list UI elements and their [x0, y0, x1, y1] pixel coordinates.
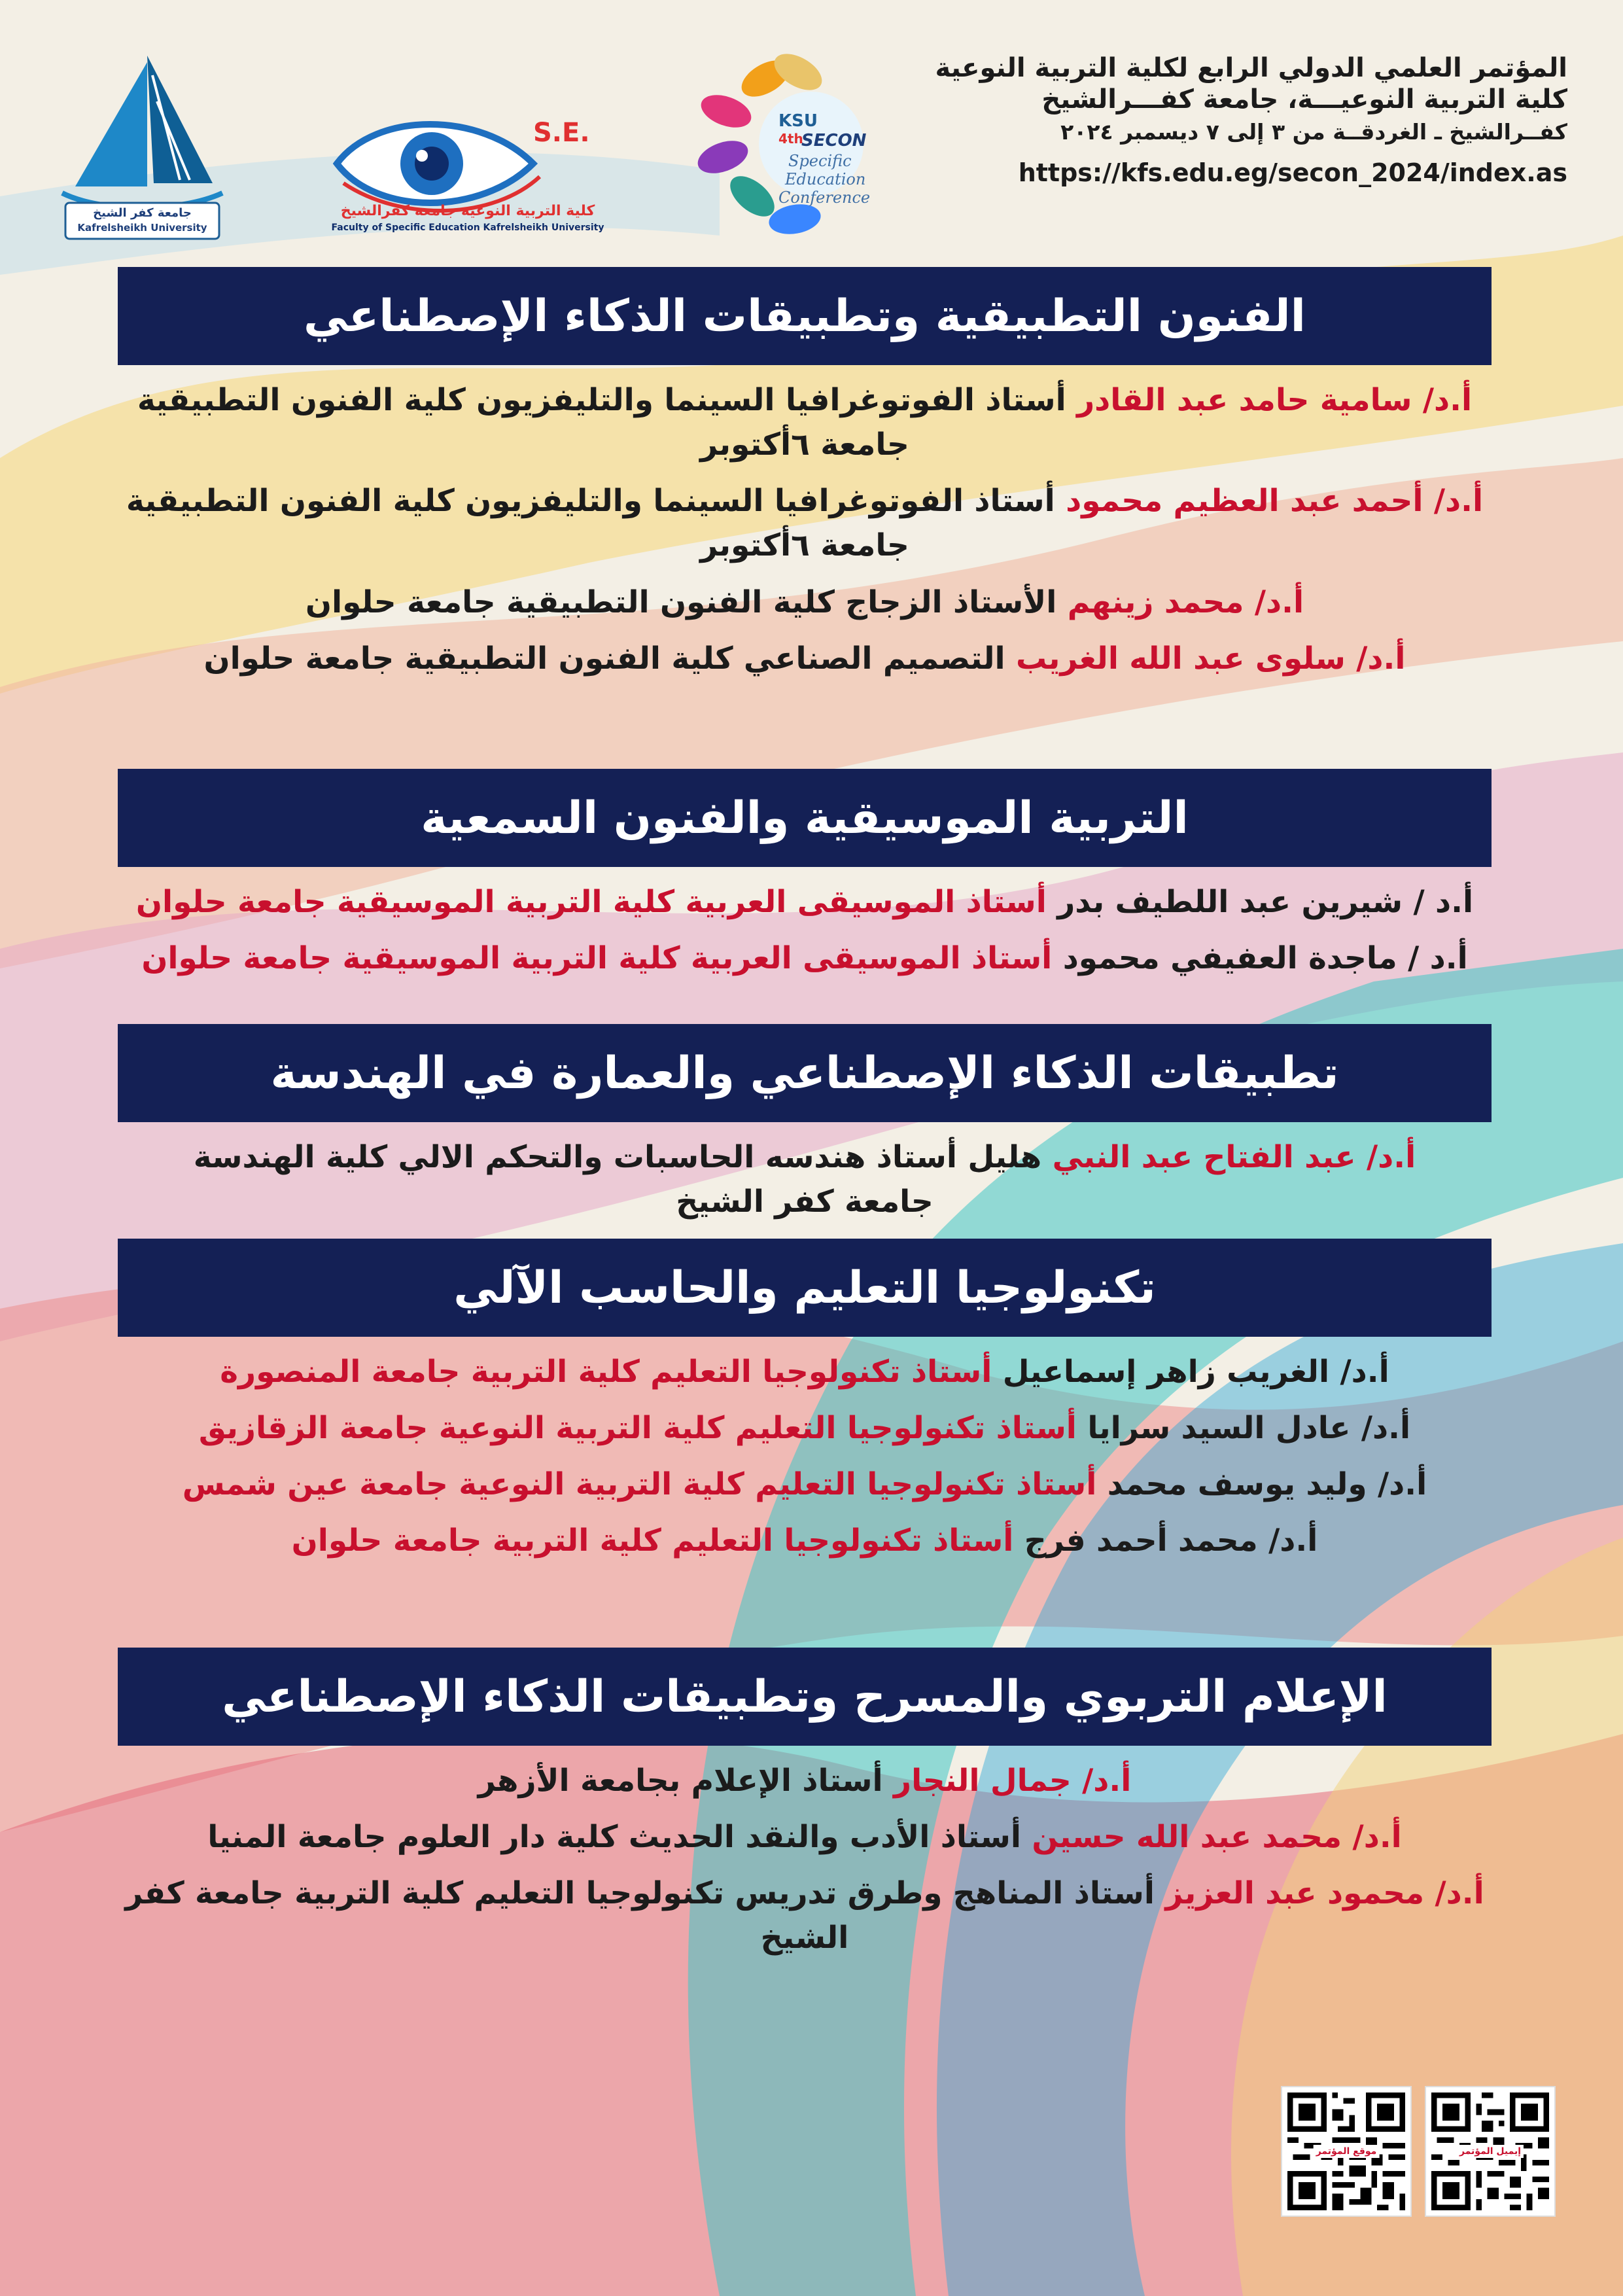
speaker-prefix: أ.د/ [1254, 584, 1304, 620]
speaker-prefix: أ.د/ [1268, 1523, 1318, 1559]
speaker-desc: أستاذ الأدب والنقد الحديث كلية دار العلوم جامعة المنيا [207, 1819, 1021, 1856]
speaker-prefix: أ.د/ [1366, 1139, 1416, 1175]
speaker-list [118, 1759, 1492, 1961]
secon-line1: Specific [788, 152, 852, 170]
speaker-entry [118, 1815, 1492, 1860]
speaker-name: جمال النجار [894, 1763, 1072, 1799]
speaker-entry [118, 1519, 1492, 1563]
speaker-prefix: أ.د / [1408, 940, 1468, 977]
speaker-name: وليد يوسف محمد [1107, 1466, 1367, 1503]
speaker-desc: أستاذ تكنولوجيا التعليم كلية التربية جامعة حلوان [291, 1523, 1014, 1559]
qr-code-conference-site[interactable] [1282, 2087, 1410, 2216]
speaker-entry [118, 479, 1492, 568]
speaker-entry [118, 1759, 1492, 1803]
speaker-prefix: أ.د/ [1082, 1763, 1132, 1799]
speaker-desc: أستاذ المناهج وطرق تدريس تكنولوجيا التعليم كلية التربية جامعة كفر الشيخ [125, 1875, 1155, 1956]
speaker-prefix: أ.د/ [1352, 1819, 1402, 1856]
speaker-entry [118, 580, 1492, 625]
speaker-name: محمد عبد الله حسين [1032, 1819, 1342, 1856]
secon-name: SECON [801, 131, 867, 150]
speaker-entry [118, 936, 1492, 981]
speaker-entry [118, 1350, 1492, 1394]
speaker-entry [118, 1406, 1492, 1451]
kfs-logo-arabic: جامعة كفر الشيخ [93, 206, 192, 220]
conference-dates: كفــرالشيخ ـ الغردقــة من ٣ إلى ٧ ديسمبر ٢٠٢٤ [1060, 119, 1567, 145]
speaker-prefix: أ.د/ [1435, 1875, 1484, 1912]
se-logo-english: Faculty of Specific Education Kafrelsheikh University [331, 222, 604, 233]
speaker-desc: أستاذ الموسيقى العربية كلية التربية الموسيقية جامعة حلوان [141, 940, 1053, 977]
speaker-name: شيرين عبد اللطيف بدر [1057, 884, 1403, 920]
section-media-theater [118, 1648, 1492, 1961]
section-title: الإعلام التربوي والمسرح وتطبيقات الذكاء الإصطناعي [118, 1648, 1492, 1746]
qr-code-conference-email[interactable] [1426, 2087, 1554, 2216]
speaker-list [118, 378, 1492, 681]
conference-header [900, 52, 1567, 188]
conference-title: المؤتمر العلمي الدولي الرابع لكلية التربية النوعية [935, 53, 1567, 83]
speaker-list [118, 1350, 1492, 1564]
speaker-entry [118, 1462, 1492, 1507]
section-title: الفنون التطبيقية وتطبيقات الذكاء الإصطناعي [118, 267, 1492, 365]
secon-4th: 4th [778, 131, 803, 147]
speaker-name: الغريب زاهر إسماعيل [1002, 1354, 1330, 1390]
speaker-entry [118, 378, 1492, 467]
speaker-prefix: أ.د / [1413, 884, 1474, 920]
speaker-entry [118, 880, 1492, 925]
speaker-name: عادل السيد سرايا [1087, 1410, 1351, 1447]
qr-label-email: إيميل المؤتمر [1457, 2145, 1524, 2158]
speaker-desc: أستاذ الإعلام بجامعة الأزهر [478, 1763, 883, 1799]
speaker-name: أحمد عبد العظيم محمود [1066, 483, 1423, 520]
section-educational-technology [118, 1239, 1492, 1564]
faculty-specific-education-logo [324, 105, 612, 242]
speaker-prefix: أ.د/ [1378, 1466, 1427, 1503]
speaker-desc: أستاذ الفوتوغرافيا السينما والتليفزيون كلية الفنون التطبيقية جامعة ٦أكتوبر [126, 483, 1055, 564]
kfs-logo-english: Kafrelsheikh University [77, 222, 207, 234]
speaker-desc: أستاذ الفوتوغرافيا السينما والتليفزيون كلية الفنون التطبيقية جامعة ٦أكتوبر [137, 382, 1066, 463]
speaker-name: محمد أحمد فرج [1024, 1523, 1258, 1559]
speaker-entry [118, 637, 1492, 681]
speaker-name: سلوى عبد الله الغريب [1016, 640, 1346, 677]
section-ai-engineering [118, 1024, 1492, 1224]
speaker-entry [118, 1135, 1492, 1224]
speaker-desc: التصميم الصناعي كلية الفنون التطبيقية جامعة حلوان [203, 640, 1005, 677]
se-mark: S.E. [533, 118, 590, 148]
section-applied-arts [118, 267, 1492, 681]
secon-line3: Conference [778, 188, 871, 207]
speaker-name: ماجدة العفيفي محمود [1062, 940, 1397, 977]
speaker-name: سامية حامد عبد القادر [1077, 382, 1412, 418]
speaker-prefix: أ.د/ [1433, 483, 1484, 520]
section-title: تطبيقات الذكاء الإصطناعي والعمارة في الهندسة [118, 1024, 1492, 1122]
speaker-desc: هليل أستاذ هندسه الحاسبات والتحكم الالي كلية الهندسة جامعة كفر الشيخ [193, 1139, 1042, 1220]
speaker-list [118, 880, 1492, 981]
speaker-name: عبد الفتاح عبد النبي [1052, 1139, 1356, 1175]
speaker-desc: الأستاذ الزجاج كلية الفنون التطبيقية جامعة حلوان [305, 584, 1057, 620]
speaker-desc: أستاذ تكنولوجيا التعليم كلية التربية النوعية جامعة الزقازيق [198, 1410, 1077, 1447]
conference-url-link[interactable]: https://kfs.edu.eg/secon_2024/index.as [1018, 158, 1567, 187]
secon-conference-logo [680, 33, 909, 252]
speaker-prefix: أ.د/ [1361, 1410, 1411, 1447]
speaker-desc: أستاذ الموسيقى العربية كلية التربية الموسيقية جامعة حلوان [135, 884, 1047, 920]
speaker-desc: أستاذ تكنولوجيا التعليم كلية التربية جامعة المنصورة [220, 1354, 992, 1390]
speaker-name: محمود عبد العزيز [1165, 1875, 1425, 1912]
section-music-education [118, 769, 1492, 981]
kafrelsheikh-university-logo [49, 49, 236, 245]
speaker-entry [118, 1871, 1492, 1960]
se-logo-arabic: كلية التربية النوعية جامعة كفرالشيخ [340, 203, 595, 219]
speaker-list [118, 1135, 1492, 1224]
speaker-name: محمد زينهم [1067, 584, 1244, 620]
section-title: تكنولوجيا التعليم والحاسب الآلي [118, 1239, 1492, 1337]
section-title: التربية الموسيقية والفنون السمعية [118, 769, 1492, 867]
secon-line2: Education [785, 170, 866, 188]
secon-ksu: KSU [778, 111, 818, 131]
speaker-prefix: أ.د/ [1356, 640, 1406, 677]
speaker-prefix: أ.د/ [1340, 1354, 1389, 1390]
faculty-name: كلية التربية النوعيـــة، جامعة كفـــرالشيخ [1041, 84, 1567, 115]
speaker-prefix: أ.د/ [1422, 382, 1473, 418]
qr-label-site: موقع المؤتمر [1314, 2145, 1380, 2158]
speaker-desc: أستاذ تكنولوجيا التعليم كلية التربية النوعية جامعة عين شمس [182, 1466, 1097, 1503]
